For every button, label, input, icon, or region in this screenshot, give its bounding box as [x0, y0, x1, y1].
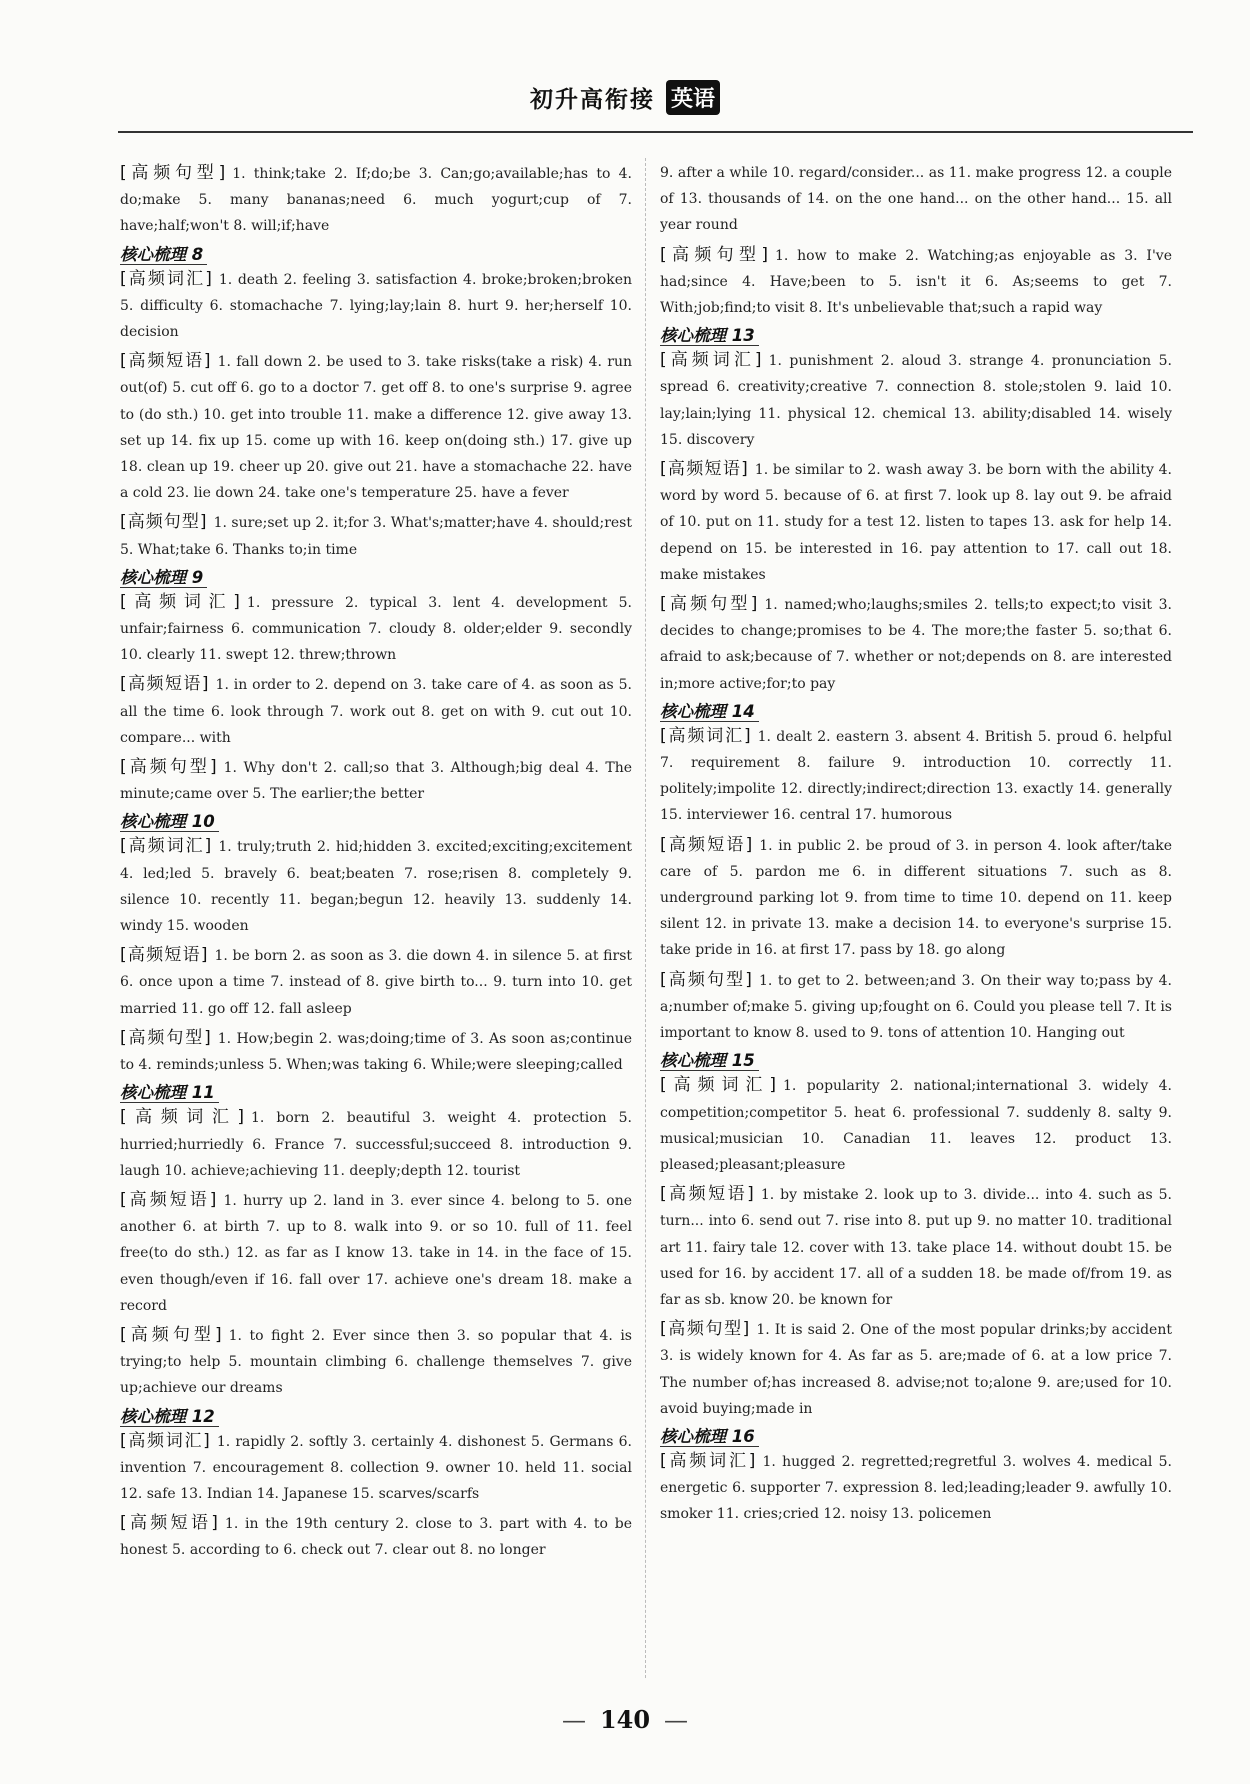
answer-entry — [660, 1181, 1172, 1313]
answer-entry — [120, 1187, 632, 1319]
vocab-tag: [高频词汇] — [120, 1430, 211, 1451]
answer-text: 1. It is said 2. One of the most popular drinks;by accident 3. is widely known for 4. As far as 5. are;made of 6. at a low price 7. The number of;has increased 8. advise;not to;alone 9. are;used for 10. avoid buying;made in — [660, 1322, 1172, 1417]
section-title: 核心梳理 15 — [660, 1049, 1172, 1072]
section-title: 核心梳理 14 — [660, 700, 1172, 723]
answer-text: 1. born 2. beautiful 3. weight 4. protection 5. hurried;hurriedly 6. France 7. successful;succeed 8. introduction 9. laugh 10. achieve;achieving 11. deeply;depth 12. tourist — [120, 1110, 632, 1179]
answer-entry — [120, 1104, 632, 1184]
sentence-tag: [高频句型] — [120, 1027, 212, 1048]
section-11 — [120, 1081, 632, 1401]
left-column — [120, 160, 632, 1567]
answer-text: 1. How;begin 2. was;doing;time of 3. As soon as;continue to 4. reminds;unless 5. When;was taking 6. While;were sleeping;called — [120, 1030, 632, 1074]
phrase-tag: [高频短语] — [660, 834, 754, 855]
answer-entry — [660, 242, 1172, 322]
vocab-tag: [高频词汇] — [660, 350, 763, 371]
answer-text: 1. to get to 2. between;and 3. On their way to;pass by 4. a;number of;make 5. giving up;fought on 6. Could you please tell 7. It is important to know 8. used to 9. tons of attention 10. Hanging out — [660, 972, 1172, 1042]
answer-entry — [120, 942, 632, 1022]
answer-entry — [120, 589, 632, 669]
answer-text: 1. in the 19th century 2. close to 3. part with 4. to be honest 5. according to 6. check out 7. clear out 8. no longer — [120, 1516, 632, 1559]
section-10 — [120, 810, 632, 1078]
answer-text: 1. think;take 2. If;do;be 3. Can;go;available;has to 4. do;make 5. many bananas;need 6. much yogurt;cup of 7. have;half;won't 8. will;if;have — [120, 166, 632, 235]
answer-entry — [120, 348, 632, 506]
answer-text: 1. fall down 2. be used to 3. take risks(take a risk) 4. run out(of) 5. cut off 6. go to a doctor 7. get off 8. to one's surprise 9. agree to (do sth.) 10. get into trouble 11. make a difference 12. give away 13. set up 14. fix up 15. come up with 16. keep on(doing sth.) 17. give up 18. clean up 19. cheer up 20. give out 21. have a stomachache 22. have a cold 23. lie down 24. take one's temperature 25. have a fever — [120, 354, 632, 502]
answer-text: 1. be similar to 2. wash away 3. be born with the ability 4. word by word 5. because of 6. at first 7. look up 8. lay out 9. be afraid of 10. put on 11. study for a test 12. listen to tapes 13. ask for help 14. depend on 15. be interested in 16. pay attention to 17. call out 18. make mistakes — [660, 462, 1172, 583]
vocab-tag: [高频词汇] — [660, 1450, 757, 1471]
answer-text: 1. to fight 2. Ever since then 3. so popular that 4. is trying;to help 5. mountain climbing 6. challenge themselves 7. give up;achieve our dreams — [120, 1327, 632, 1397]
answer-entry — [660, 1448, 1172, 1528]
answer-text: 1. in order to 2. depend on 3. take care of 4. as soon as 5. all the time 6. look through 7. work out 8. get on with 9. cut out 10. compare... with — [120, 677, 632, 746]
answer-entry — [120, 1428, 632, 1508]
answer-entry — [660, 591, 1172, 697]
answer-entry — [660, 832, 1172, 964]
answer-text: 1. named;who;laughs;smiles 2. tells;to expect;to visit 3. decides to change;promises to be 4. The more;the faster 5. so;that 6. afraid to ask;because of 7. whether or not;depends on 8. are interested in;more active;for;to pay — [660, 597, 1172, 692]
sentence-tag: [高频句型] — [120, 1324, 223, 1345]
section-14 — [660, 700, 1172, 1046]
answer-text: 9. after a while 10. regard/consider... as 11. make progress 12. a couple of 13. thousands of 14. on the one hand... on the other hand... 15. all year round — [660, 165, 1172, 234]
phrase-tag: [高频短语] — [120, 945, 209, 966]
section-title: 核心梳理 13 — [660, 324, 1172, 347]
section-9 — [120, 566, 632, 808]
answer-entry — [120, 1322, 632, 1402]
phrase-tag: [高频短语] — [660, 459, 749, 480]
answer-text: 1. be born 2. as soon as 3. die down 4. in silence 5. at first 6. once upon a time 7. instead of 8. give birth to... 9. turn into 10. get married 11. go off 12. fall asleep — [120, 948, 632, 1017]
answer-entry — [660, 1316, 1172, 1422]
vocab-tag: [高频词汇] — [120, 591, 241, 612]
answer-entry — [660, 456, 1172, 588]
sentence-tag: [高频句型] — [120, 512, 208, 533]
answer-text: 1. death 2. feeling 3. satisfaction 4. broke;broken;broken 5. difficulty 6. stomachache 7. lying;lay;lain 8. hurt 9. her;herself 10. decision — [120, 271, 632, 341]
answer-text: 1. by mistake 2. look up to 3. divide... into 4. such as 5. turn... into 6. send out 7. rise into 8. put up 9. no matter 10. traditional art 11. fairy tale 12. cover with 13. take place 14. without doubt 15. be used for 16. by accident 17. all of a sudden 18. be made of/from 19. as far as sb. know 20. be known for — [660, 1187, 1172, 1308]
phrase-tag: [高频短语] — [120, 351, 212, 372]
vocab-tag: [高频词汇] — [120, 1107, 245, 1128]
phrase-tag: [高频短语] — [120, 1189, 218, 1210]
answer-text: 1. how to make 2. Watching;as enjoyable as 3. I've had;since 4. Have;been to 5. isn't it 6. As;seems to get 7. With;job;find;to visit 8. It's unbelievable that;such a rapid way — [660, 247, 1172, 317]
right-column — [660, 160, 1172, 1531]
section-12 — [120, 1405, 632, 1564]
answer-text: 1. truly;truth 2. hid;hidden 3. excited;exciting;excitement 4. led;led 5. bravely 6. beat;beaten 7. rose;risen 8. completely 9. silence 10. recently 11. began;begun 12. heavily 13. suddenly 14. windy 15. wooden — [120, 839, 632, 935]
sentence-tag: [高频句型] — [120, 163, 227, 183]
section-title: 核心梳理 11 — [120, 1081, 632, 1104]
answer-entry — [120, 160, 632, 240]
answer-entry — [660, 723, 1172, 829]
answer-text: 1. pressure 2. typical 3. lent 4. development 5. unfair;fairness 6. communication 7. cloudy 8. older;elder 9. secondly 10. clearly 11. swept 12. threw;thrown — [120, 594, 632, 664]
page-header — [0, 80, 1250, 130]
answer-entry — [120, 671, 632, 751]
header-rule — [118, 131, 1193, 133]
section-15 — [660, 1049, 1172, 1422]
section-title: 核心梳理 10 — [120, 810, 632, 833]
sentence-tag: [高频句型] — [120, 757, 218, 778]
vocab-tag: [高频词汇] — [120, 268, 213, 289]
phrase-tag: [高频短语] — [120, 674, 210, 695]
phrase-tag: [高频短语] — [120, 1513, 219, 1534]
answer-text: 1. rapidly 2. softly 3. certainly 4. dishonest 5. Germans 6. invention 7. encouragement 8. collection 9. owner 10. held 11. social 12. safe 13. Indian 14. Japanese 15. scarves/scarfs — [120, 1433, 632, 1502]
answer-text: 1. in public 2. be proud of 3. in person 4. look after/take care of 5. pardon me 6. in different situations 7. such as 8. underground parking lot 9. from time to time 10. depend on 11. keep silent 12. in private 13. make a decision 14. to everyone's surprise 15. take pride in 16. at first 17. pass by 18. go along — [660, 837, 1172, 959]
section-title: 核心梳理 12 — [120, 1405, 632, 1428]
answer-entry — [660, 1072, 1172, 1178]
sentence-tag: [高频句型] — [660, 969, 753, 990]
sentence-tag: [高频句型] — [660, 244, 769, 265]
header-title: 初升高衔接 — [529, 87, 655, 113]
answer-text: 1. dealt 2. eastern 3. absent 4. British 5. proud 6. helpful 7. requirement 8. failure 9. introduction 10. correctly 11. politely;impolite 12. directly;indirect;direction 13. exactly 14. generally 15. interviewer 16. central 17. humorous — [660, 728, 1172, 824]
section-title: 核心梳理 8 — [120, 243, 632, 266]
section-title: 核心梳理 9 — [120, 566, 632, 589]
answer-entry — [660, 160, 1172, 239]
vocab-tag: [高频词汇] — [120, 836, 213, 857]
header-badge: 英语 — [666, 80, 720, 115]
section-13 — [660, 324, 1172, 697]
footer-dash-right: — — [664, 1706, 689, 1734]
phrase-tag: [高频短语] — [660, 1184, 755, 1205]
answer-entry — [660, 347, 1172, 453]
answer-entry — [120, 833, 632, 939]
answer-text: 1. popularity 2. national;international 3. widely 4. competition;competitor 5. heat 6. professional 7. suddenly 8. salty 9. musical;musician 10. Canadian 11. leaves 12. product 13. pleased;pleasant;pleasure — [660, 1078, 1172, 1173]
sentence-tag: [高频句型] — [660, 594, 759, 615]
page-number: 140 — [599, 1705, 651, 1734]
answer-entry — [660, 967, 1172, 1047]
answer-entry — [120, 266, 632, 346]
column-divider — [645, 158, 646, 1678]
answer-entry — [120, 1510, 632, 1563]
vocab-tag: [高频词汇] — [660, 1075, 777, 1096]
answer-entry — [120, 754, 632, 807]
section-8 — [120, 243, 632, 563]
answer-entry — [120, 509, 632, 562]
answer-text: 1. sure;set up 2. it;for 3. What's;matter;have 4. should;rest 5. What;take 6. Thanks to;in time — [120, 515, 632, 558]
page-footer — [0, 1705, 1250, 1734]
footer-dash-left: — — [561, 1706, 586, 1734]
section-title: 核心梳理 16 — [660, 1425, 1172, 1448]
answer-text: 1. hurry up 2. land in 3. ever since 4. belong to 5. one another 6. at birth 7. up to 8. walk into 9. or so 10. full of 11. feel free(to do sth.) 12. as far as I know 13. take in 14. in the face of 15. even though/even if 16. fall over 17. achieve one's dream 18. make a record — [120, 1192, 632, 1314]
answer-text: 1. Why don't 2. call;so that 3. Although;big deal 4. The minute;came over 5. The earlier;the better — [120, 760, 632, 803]
answer-entry — [120, 1025, 632, 1078]
section-16 — [660, 1425, 1172, 1528]
answer-text: 1. hugged 2. regretted;regretful 3. wolves 4. medical 5. energetic 6. supporter 7. expression 8. led;leading;leader 9. awfully 10. smoker 11. cries;cried 12. noisy 13. policemen — [660, 1453, 1172, 1523]
sentence-tag: [高频句型] — [660, 1319, 751, 1340]
answer-text: 1. punishment 2. aloud 3. strange 4. pronunciation 5. spread 6. creativity;creative 7. connection 8. stole;stolen 9. laid 10. lay;lain;lying 11. physical 12. chemical 13. ability;disabled 14. wisely 15. discovery — [660, 353, 1172, 448]
vocab-tag: [高频词汇] — [660, 725, 752, 746]
